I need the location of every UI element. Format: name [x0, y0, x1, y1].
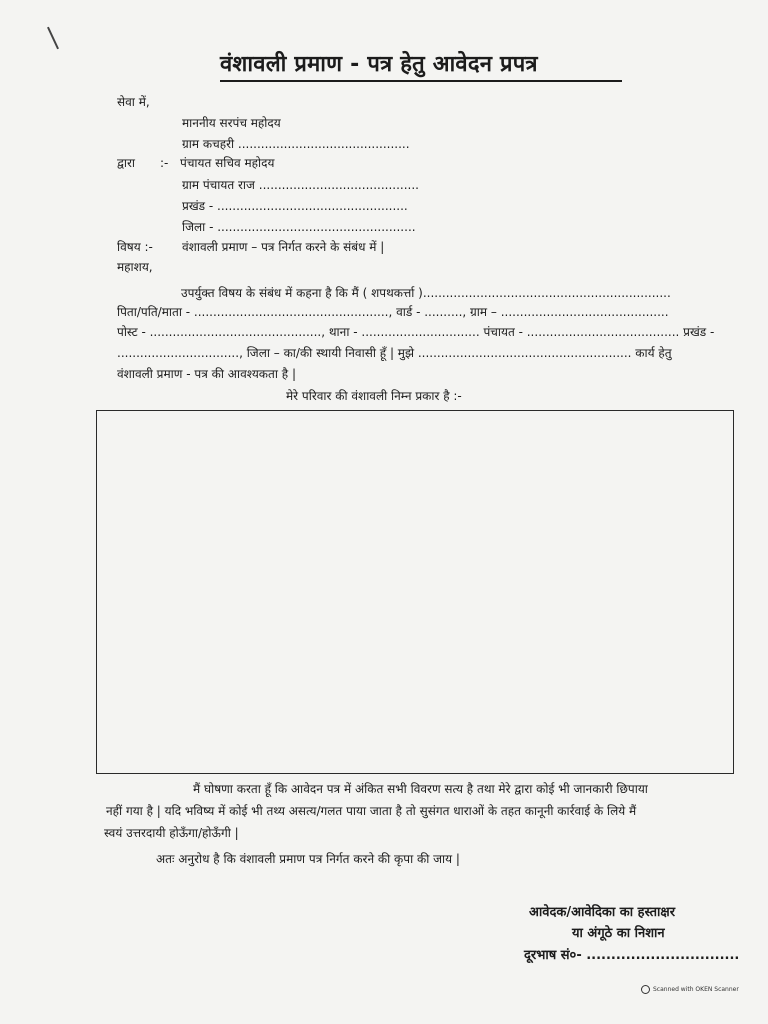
via-recipient: पंचायत सचिव महोदय	[180, 156, 275, 170]
scanner-watermark	[641, 985, 739, 994]
declaration-line-3: स्वयं उत्तरदायी होऊँगा/होऊँगी |	[104, 826, 239, 840]
gram-kachahri-field: ग्राम कचहरी .............................................	[182, 137, 410, 151]
form-title: वंशावली प्रमाण - पत्र हेतु आवेदन प्रपत्र	[220, 52, 538, 77]
genealogy-heading: मेरे परिवार की वंशावली निम्न प्रकार है :-	[286, 389, 462, 403]
declaration-line-1: मैं घोषणा करता हूँ कि आवेदन पत्र में अंकित सभी विवरण सत्य है तथा मेरे द्वारा कोई भी जानकारी छिपाया	[193, 782, 648, 796]
gram-panchayat-field: ग्राम पंचायत राज ..........................................	[182, 178, 419, 192]
title-underline	[220, 80, 622, 82]
pen-mark	[47, 27, 59, 50]
body-line-5: वंशावली प्रमाण - पत्र की आवश्यकता है |	[117, 367, 297, 381]
signature-label: आवेदक/आवेदिका का हस्ताक्षर	[529, 905, 676, 920]
via-label: द्वारा	[117, 156, 136, 170]
request-text: अतः अनुरोध है कि वंशावली प्रमाण पत्र निर्गत करने की कृपा की जाय |	[156, 852, 460, 866]
declaration-line-2: नहीं गया है | यदि भविष्य में कोई भी तथ्य असत्य/गलत पाया जाता है तो सुसंगत धाराओं के तहत कानूनी कार्रवाई के लिये मैं	[106, 804, 637, 818]
thumb-impression-label: या अंगूठे का निशान	[572, 926, 665, 941]
phone-field: दूरभाष सं०- ...............................	[524, 948, 740, 963]
recipient: माननीय सरपंच महोदय	[182, 116, 281, 130]
subject-label: विषय :-	[117, 240, 153, 254]
prakhand-field: प्रखंड - ..................................................	[182, 199, 408, 213]
genealogy-box	[96, 410, 734, 774]
scanner-logo-icon	[641, 985, 650, 994]
subject-text: वंशावली प्रमाण – पत्र निर्गत करने के संबंध में |	[182, 240, 385, 254]
zila-field: जिला - ....................................................	[182, 220, 416, 234]
body-line-3: पोस्ट - ............................................., थाना - ............................... पंचायत - ........................................ प्रखंड -	[117, 325, 715, 339]
scanner-note: Scanned with OKEN Scanner	[653, 986, 739, 993]
salutation-to: सेवा में,	[117, 95, 150, 109]
body-line-4: ................................, जिला – का/की स्थायी निवासी हूँ | मुझे ........................................................ कार्य हेतु	[117, 346, 672, 360]
body-line-1: उपर्युक्त विषय के संबंध में कहना है कि मैं ( शपथकर्त्ता ).................................................................	[181, 286, 671, 300]
via-separator: :-	[160, 156, 169, 170]
body-line-2: पिता/पति/माता - ..................................................., वार्ड - .........., ग्राम – ............................................	[117, 305, 669, 319]
greeting: महाशय,	[117, 260, 153, 274]
